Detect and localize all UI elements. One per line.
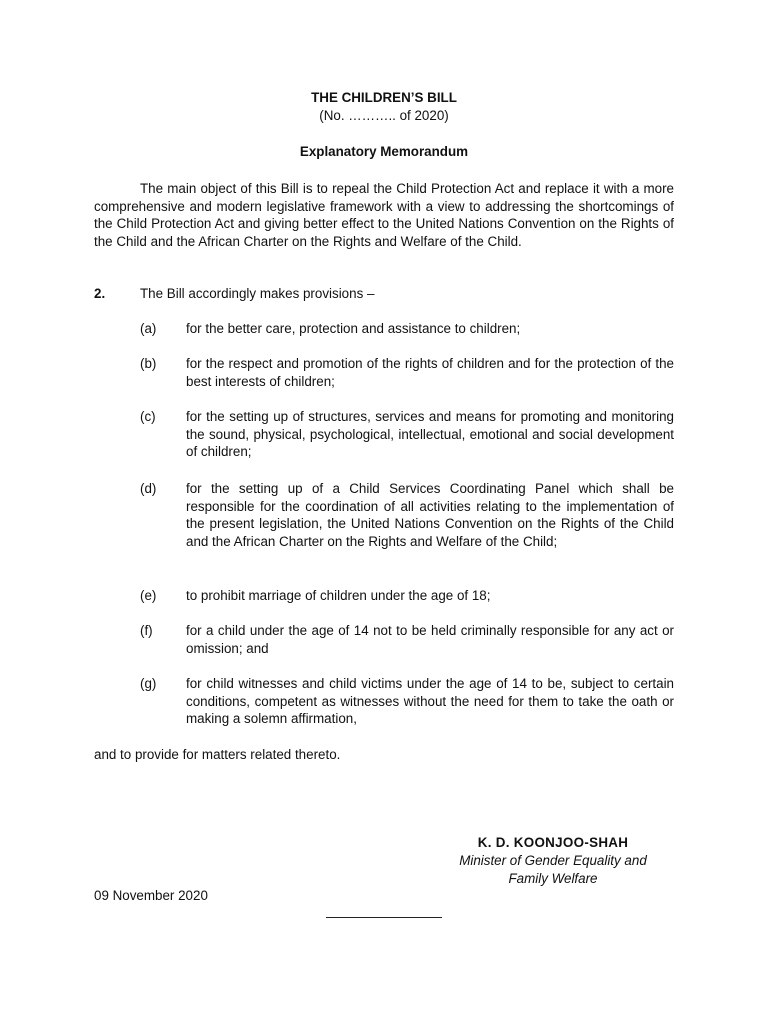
item-label-b: (b) (140, 356, 157, 371)
item-label-g: (g) (140, 676, 157, 691)
item-label-e: (e) (140, 588, 157, 603)
item-label-c: (c) (140, 409, 156, 424)
paragraph-1: The main object of this Bill is to repeal the Child Protection Act and replace it with a more comprehensive and modern legislative framework with a view to addressing the shortcomings of the Child Protection Act and giving better effect to the United Nations Convention on the Rights of the Child and the African Charter on the Rights and Welfare of the Child. (94, 181, 674, 249)
item-text-c: for the setting up of structures, services and means for promoting and monitoring the sound, physical, psychological, intellectual, emotional and social development of children; (186, 409, 674, 460)
item-text-g: for child witnesses and child victims under the age of 14 to be, subject to certain conditions, competent as witnesses without the need for them to take the oath or making a solemn affirmation, (186, 676, 674, 727)
item-label-d: (d) (140, 481, 157, 496)
item-text-f: for a child under the age of 14 not to be held criminally responsible for any act or omission; and (186, 623, 674, 656)
paragraph-2-intro: The Bill accordingly makes provisions – (140, 286, 375, 301)
item-text-a: for the better care, protection and assistance to children; (186, 321, 521, 336)
signatory-title-line-1: Minister of Gender Equality and (459, 853, 647, 868)
item-label-f: (f) (140, 623, 153, 638)
item-text-e: to prohibit marriage of children under the age of 18; (186, 588, 491, 603)
signatory-name: K. D. KOONJOO-SHAH (477, 835, 629, 850)
item-text-b: for the respect and promotion of the rights of children and for the protection of the best interests of children; (186, 356, 674, 389)
signatory-title-line-2: Family Welfare (508, 871, 598, 886)
item-text-d: for the setting up of a Child Services Coordinating Panel which shall be responsible for the coordination of all activities relating to the implementation of the present legislation, the United Nations Convention on the Rights of the Child and the African Charter on the Rights and Welfare of the Child; (186, 481, 674, 549)
bill-number: (No. ……….. of 2020) (319, 108, 449, 123)
bill-title: THE CHILDREN’S BILL (311, 90, 457, 105)
end-rule (326, 917, 442, 918)
item-label-a: (a) (140, 321, 157, 336)
memo-heading: Explanatory Memorandum (299, 144, 469, 159)
document-date: 09 November 2020 (94, 888, 208, 903)
closing-clause: and to provide for matters related thereto. (94, 747, 341, 762)
paragraph-2-number: 2. (94, 286, 106, 301)
